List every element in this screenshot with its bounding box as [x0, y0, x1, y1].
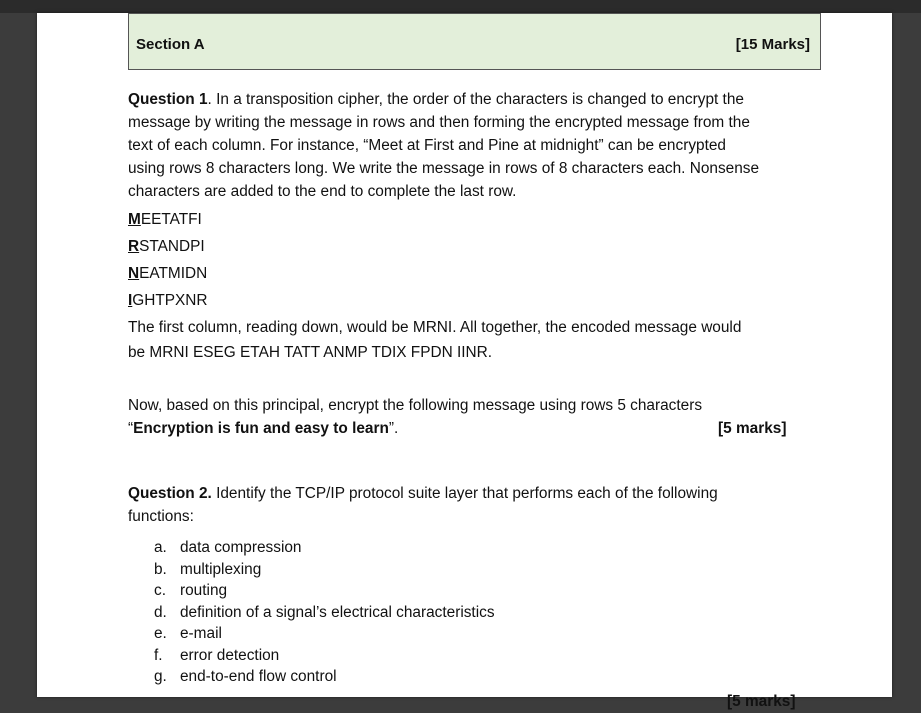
quote-text: Encryption is fun and easy to learn: [133, 420, 389, 437]
document-page: [37, 13, 892, 710]
quote-close: ”.: [388, 420, 399, 437]
q1-para-0: . In a transposition cipher, the order of the characters is changed to encrypt the: [207, 91, 744, 108]
cipher-row-1-first: M: [128, 211, 141, 228]
q2-intro: Identify the TCP/IP protocol suite layer that performs each of the following: [211, 485, 718, 502]
cipher-row-3-first: N: [128, 265, 140, 282]
cipher-row-2-first: R: [128, 238, 140, 255]
q1-after-1: The first column, reading down, would be MRNI. All together, the encoded message would: [128, 319, 742, 336]
q1-after-2: be MRNI ESEG ETAH TATT ANMP TDIX FPDN IINR.: [128, 344, 493, 361]
cipher-row-1-rest: EETATFI: [140, 211, 202, 228]
list-text: definition of a signal’s electrical characteristics: [180, 604, 495, 621]
q2-intro-2: functions:: [128, 508, 194, 525]
list-item: [154, 539, 301, 557]
cipher-row-4-first: I: [128, 292, 133, 309]
section-title: Section A: [136, 36, 205, 53]
list-text: multiplexing: [180, 561, 262, 578]
q1-marks: [5 marks]: [718, 420, 787, 437]
list-text: end-to-end flow control: [180, 668, 337, 685]
list-item: [154, 582, 227, 600]
q1-quote: [128, 417, 398, 440]
list-text: e-mail: [180, 625, 222, 642]
list-item: [154, 625, 222, 643]
q1-para-3: using rows 8 characters long. We write the message in rows of 8 characters each. Nonsense: [128, 160, 760, 177]
list-item: [154, 561, 261, 579]
q2-label: Question 2.: [128, 485, 212, 502]
q2-line-1: [128, 482, 718, 505]
q2-marks: [5 marks]: [727, 693, 796, 710]
cipher-row-4: [128, 289, 208, 312]
cipher-row-4-rest: GHTPXNR: [132, 292, 208, 309]
list-letter: f.: [154, 647, 163, 664]
list-text: data compression: [180, 539, 302, 556]
q1-para-2: text of each column. For instance, “Meet at First and Pine at midnight” can be encrypted: [128, 137, 726, 154]
list-letter: c.: [154, 582, 166, 599]
list-letter: b.: [154, 561, 167, 578]
section-header-box: [128, 13, 821, 70]
cipher-row-3-rest: EATMIDN: [139, 265, 208, 282]
viewer-top-bar: [0, 0, 921, 13]
list-item: [154, 604, 495, 622]
section-marks: [15 Marks]: [735, 36, 810, 53]
quote-open: “: [128, 420, 134, 437]
list-letter: g.: [154, 668, 167, 685]
q1-task: Now, based on this principal, encrypt the following message using rows 5 characters: [128, 397, 703, 414]
q1-para-4: characters are added to the end to complete the last row.: [128, 183, 517, 200]
list-letter: e.: [154, 625, 167, 642]
cipher-row-1: [128, 208, 202, 231]
list-letter: a.: [154, 539, 167, 556]
list-text: error detection: [180, 647, 280, 664]
list-item: [154, 647, 279, 665]
q1-para-1: message by writing the message in rows and then forming the encrypted message from the: [128, 114, 750, 131]
list-letter: d.: [154, 604, 167, 621]
list-item: [154, 668, 337, 686]
q1-line-1: [128, 88, 744, 111]
q1-label: Question 1: [128, 91, 208, 108]
cipher-row-3: [128, 262, 207, 285]
cipher-row-2: [128, 235, 205, 258]
list-text: routing: [180, 582, 228, 599]
cipher-row-2-rest: STANDPI: [139, 238, 205, 255]
